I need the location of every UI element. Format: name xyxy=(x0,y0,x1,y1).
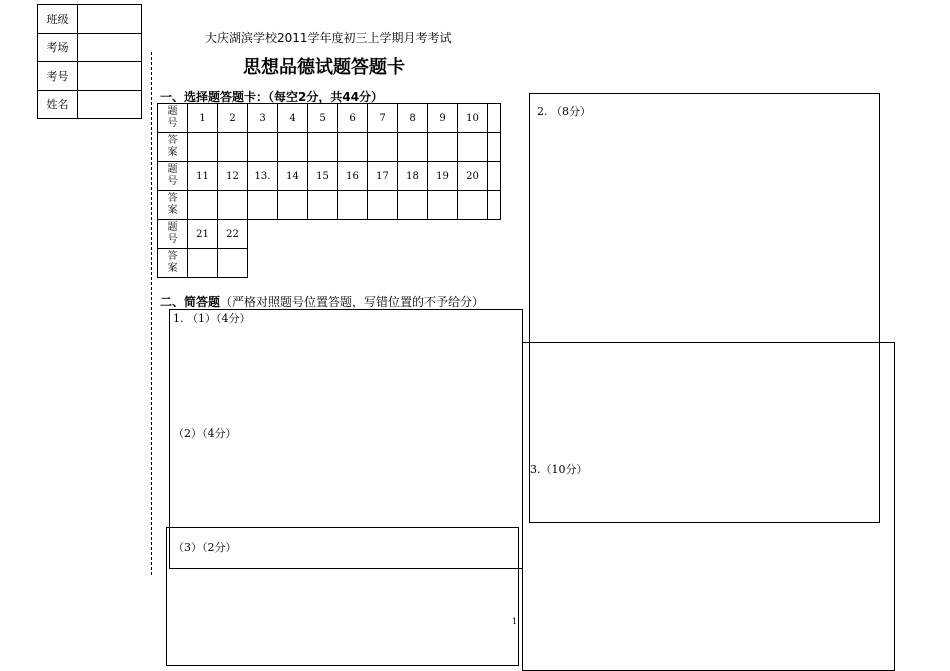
question-number-cell: 13. xyxy=(248,162,278,191)
blank-space xyxy=(278,220,308,249)
answer-cell[interactable] xyxy=(248,191,278,220)
question-number-row xyxy=(158,162,501,191)
answer-cell[interactable] xyxy=(248,133,278,162)
answer-row xyxy=(158,249,501,278)
answer-cell[interactable] xyxy=(188,191,218,220)
name-field[interactable] xyxy=(78,90,142,119)
answer-cell[interactable] xyxy=(398,191,428,220)
answer-row xyxy=(158,133,501,162)
question-number-row xyxy=(158,104,501,133)
answer-header: 答 案 xyxy=(158,191,188,220)
binding-cut-line xyxy=(151,52,152,575)
blank-space xyxy=(338,249,368,278)
answer-cell[interactable] xyxy=(368,191,398,220)
student-info-table xyxy=(37,4,142,119)
blank-space xyxy=(368,220,398,249)
question-number-cell: 1 xyxy=(188,104,218,133)
question-number-cell: 17 xyxy=(368,162,398,191)
blank-space xyxy=(308,220,338,249)
answer-cell[interactable] xyxy=(218,133,248,162)
answer-cell[interactable] xyxy=(308,191,338,220)
question-number-cell: 7 xyxy=(368,104,398,133)
q3-label: 3.（10分） xyxy=(530,463,588,476)
blank-space xyxy=(248,249,278,278)
section1-heading: 一、选择题答题卡：（每空2分，共44分） xyxy=(160,90,384,104)
answer-row xyxy=(158,191,501,220)
blank-space xyxy=(428,249,458,278)
q2-label: 2. （8分） xyxy=(537,105,591,118)
blank-space xyxy=(398,220,428,249)
exam-number-field[interactable] xyxy=(78,62,142,91)
question-number-cell: 14 xyxy=(278,162,308,191)
answer-cell[interactable] xyxy=(338,191,368,220)
exam-number-label: 考号 xyxy=(38,62,78,91)
answer-header: 答 案 xyxy=(158,249,188,278)
question-number-cell: 5 xyxy=(308,104,338,133)
q1-part1-label: 1. （1）（4分） xyxy=(173,312,251,325)
question-number-cell: 8 xyxy=(398,104,428,133)
question-number-cell: 4 xyxy=(278,104,308,133)
blank-space xyxy=(428,220,458,249)
question-number-header: 题 号 xyxy=(158,162,188,191)
empty-cell xyxy=(488,191,501,220)
multiple-choice-table xyxy=(157,103,501,278)
question-number-cell: 19 xyxy=(428,162,458,191)
exam-title: 大庆湖滨学校2011学年度初三上学期月考考试 xyxy=(205,31,452,45)
answer-cell[interactable] xyxy=(308,133,338,162)
question-number-row xyxy=(158,220,501,249)
question-number-header: 题 号 xyxy=(158,220,188,249)
answer-cell[interactable] xyxy=(278,133,308,162)
class-label: 班级 xyxy=(38,5,78,34)
empty-cell xyxy=(488,104,501,133)
empty-cell xyxy=(488,133,501,162)
empty-cell xyxy=(488,162,501,191)
q1-part2-label: （2）（4分） xyxy=(173,427,237,440)
blank-space xyxy=(458,249,488,278)
blank-space xyxy=(338,220,368,249)
answer-cell[interactable] xyxy=(398,133,428,162)
blank-space xyxy=(278,249,308,278)
question-number-cell: 21 xyxy=(188,220,218,249)
page-number: 1 xyxy=(512,617,518,626)
question-number-cell: 16 xyxy=(338,162,368,191)
question-number-cell: 9 xyxy=(428,104,458,133)
answer-cell[interactable] xyxy=(188,249,218,278)
blank-space xyxy=(308,249,338,278)
section2-note: （严格对照题号位置答题，写错位置的不予给分） xyxy=(220,295,485,309)
answer-cell[interactable] xyxy=(458,133,488,162)
name-label: 姓名 xyxy=(38,90,78,119)
blank-space xyxy=(368,249,398,278)
question-number-cell: 22 xyxy=(218,220,248,249)
answer-cell[interactable] xyxy=(428,133,458,162)
answer-cell[interactable] xyxy=(368,133,398,162)
answer-box-q3[interactable] xyxy=(522,342,895,671)
question-number-cell: 15 xyxy=(308,162,338,191)
question-number-cell: 3 xyxy=(248,104,278,133)
answer-cell[interactable] xyxy=(428,191,458,220)
answer-cell[interactable] xyxy=(278,191,308,220)
question-number-cell: 10 xyxy=(458,104,488,133)
blank-space xyxy=(248,220,278,249)
answer-cell[interactable] xyxy=(458,191,488,220)
answer-cell[interactable] xyxy=(218,191,248,220)
section2-title: 二、简答题 xyxy=(160,295,221,309)
question-number-cell: 18 xyxy=(398,162,428,191)
answer-sheet-title: 思想品德试题答题卡 xyxy=(243,57,405,78)
question-number-cell: 12 xyxy=(218,162,248,191)
blank-space xyxy=(488,249,501,278)
question-number-cell: 2 xyxy=(218,104,248,133)
exam-room-field[interactable] xyxy=(78,33,142,62)
exam-room-label: 考场 xyxy=(38,33,78,62)
question-number-cell: 11 xyxy=(188,162,218,191)
blank-space xyxy=(458,220,488,249)
blank-space xyxy=(398,249,428,278)
q1-part3-label: （3）（2分） xyxy=(173,541,237,554)
answer-cell[interactable] xyxy=(218,249,248,278)
class-field[interactable] xyxy=(78,5,142,34)
question-number-cell: 20 xyxy=(458,162,488,191)
section2-heading xyxy=(160,293,484,310)
answer-cell[interactable] xyxy=(338,133,368,162)
question-number-cell: 6 xyxy=(338,104,368,133)
blank-space xyxy=(488,220,501,249)
answer-header: 答 案 xyxy=(158,133,188,162)
answer-cell[interactable] xyxy=(188,133,218,162)
question-number-header: 题 号 xyxy=(158,104,188,133)
